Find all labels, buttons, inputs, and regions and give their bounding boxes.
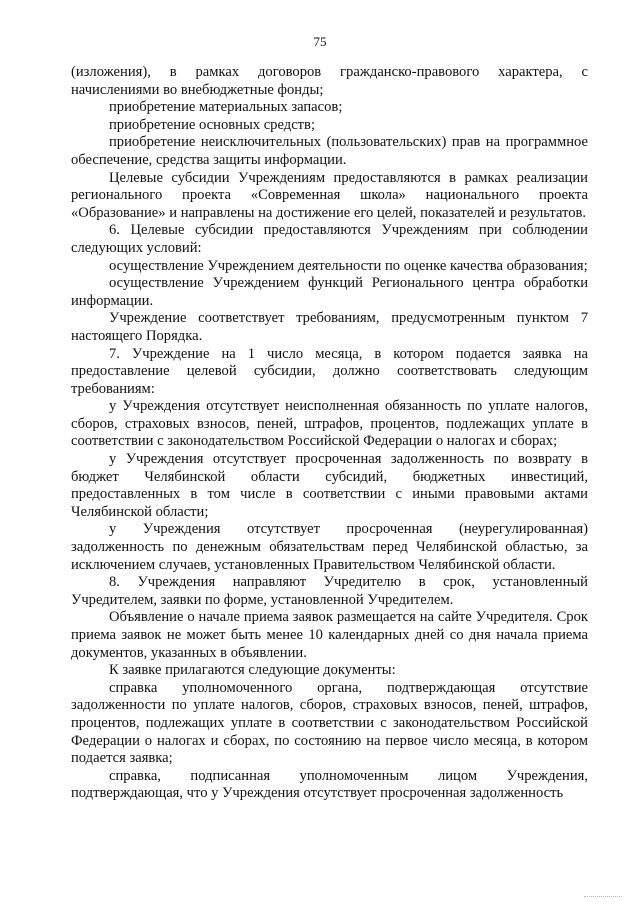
paragraph: Учреждение соответствует требованиям, предусмотренным пунктом 7 настоящего Порядка.	[71, 310, 588, 344]
scan-artifact	[584, 896, 622, 899]
paragraph: К заявке прилагаются следующие документы:	[109, 662, 396, 679]
body-text	[71, 64, 588, 803]
paragraph: приобретение неисключительных (пользовательских) прав на программное обеспечение, средства защиты информации.	[71, 134, 588, 168]
paragraph: осуществление Учреждением функций Регионального центра обработки информации.	[71, 275, 588, 309]
paragraph: Объявление о начале приема заявок размещается на сайте Учредителя. Срок приема заявок не может быть менее 10 календарных дней со дня начала приема документов, указанных в объявлении.	[71, 609, 588, 661]
paragraph: у Учреждения отсутствует просроченная задолженность по возврату в бюджет Челябинской области субсидий, бюджетных инвестиций, предоставленных в том числе в соответствии с иными правовыми актами Челябинской области;	[71, 451, 588, 520]
paragraph: Целевые субсидии Учреждениям предоставляются в рамках реализации регионального проекта «Современная школа» национального проекта «Образование» и направлены на достижение его целей, показателей и результатов.	[71, 169, 588, 221]
paragraph: осуществление Учреждением деятельности по оценке качества образования;	[109, 257, 588, 274]
paragraph: у Учреждения отсутствует просроченная (неурегулированная) задолженность по денежным обязательствам перед Челябинской областью, за исключением случаев, установленных Правительством Челябинской области.	[71, 521, 588, 573]
paragraph: справка уполномоченного органа, подтверждающая отсутствие задолженности по уплате налогов, сборов, страховых взносов, пеней, штрафов, процентов, подлежащих уплате в соответствии с законодательством Российской Федерации о налогах и сборах, по состоянию на первое число месяца, в котором подается заявка;	[71, 679, 588, 767]
paragraph: (изложения), в рамках договоров гражданско-правового характера, с начислениями во внебюджетные фонды;	[71, 64, 588, 98]
paragraph: приобретение материальных запасов;	[109, 99, 343, 116]
paragraph: приобретение основных средств;	[109, 116, 315, 133]
paragraph: 8. Учреждения направляют Учредителю в срок, установленный Учредителем, заявки по форме, установленной Учредителем.	[71, 574, 588, 608]
page-number: 75	[313, 34, 327, 49]
paragraph: у Учреждения отсутствует неисполненная обязанность по уплате налогов, сборов, страховых взносов, пеней, штрафов, процентов, подлежащих уплате в соответствии с законодательством Российской Федерации о налогах и сборах;	[71, 398, 588, 450]
paragraph: 6. Целевые субсидии предоставляются Учреждениям при соблюдении следующих условий:	[71, 222, 588, 256]
paragraph: 7. Учреждение на 1 число месяца, в котором подается заявка на предоставление целевой субсидии, должно соответствовать следующим требованиям:	[71, 345, 588, 397]
paragraph: справка, подписанная уполномоченным лицом Учреждения, подтверждающая, что у Учреждения отсутствует просроченная задолженность	[71, 767, 588, 802]
